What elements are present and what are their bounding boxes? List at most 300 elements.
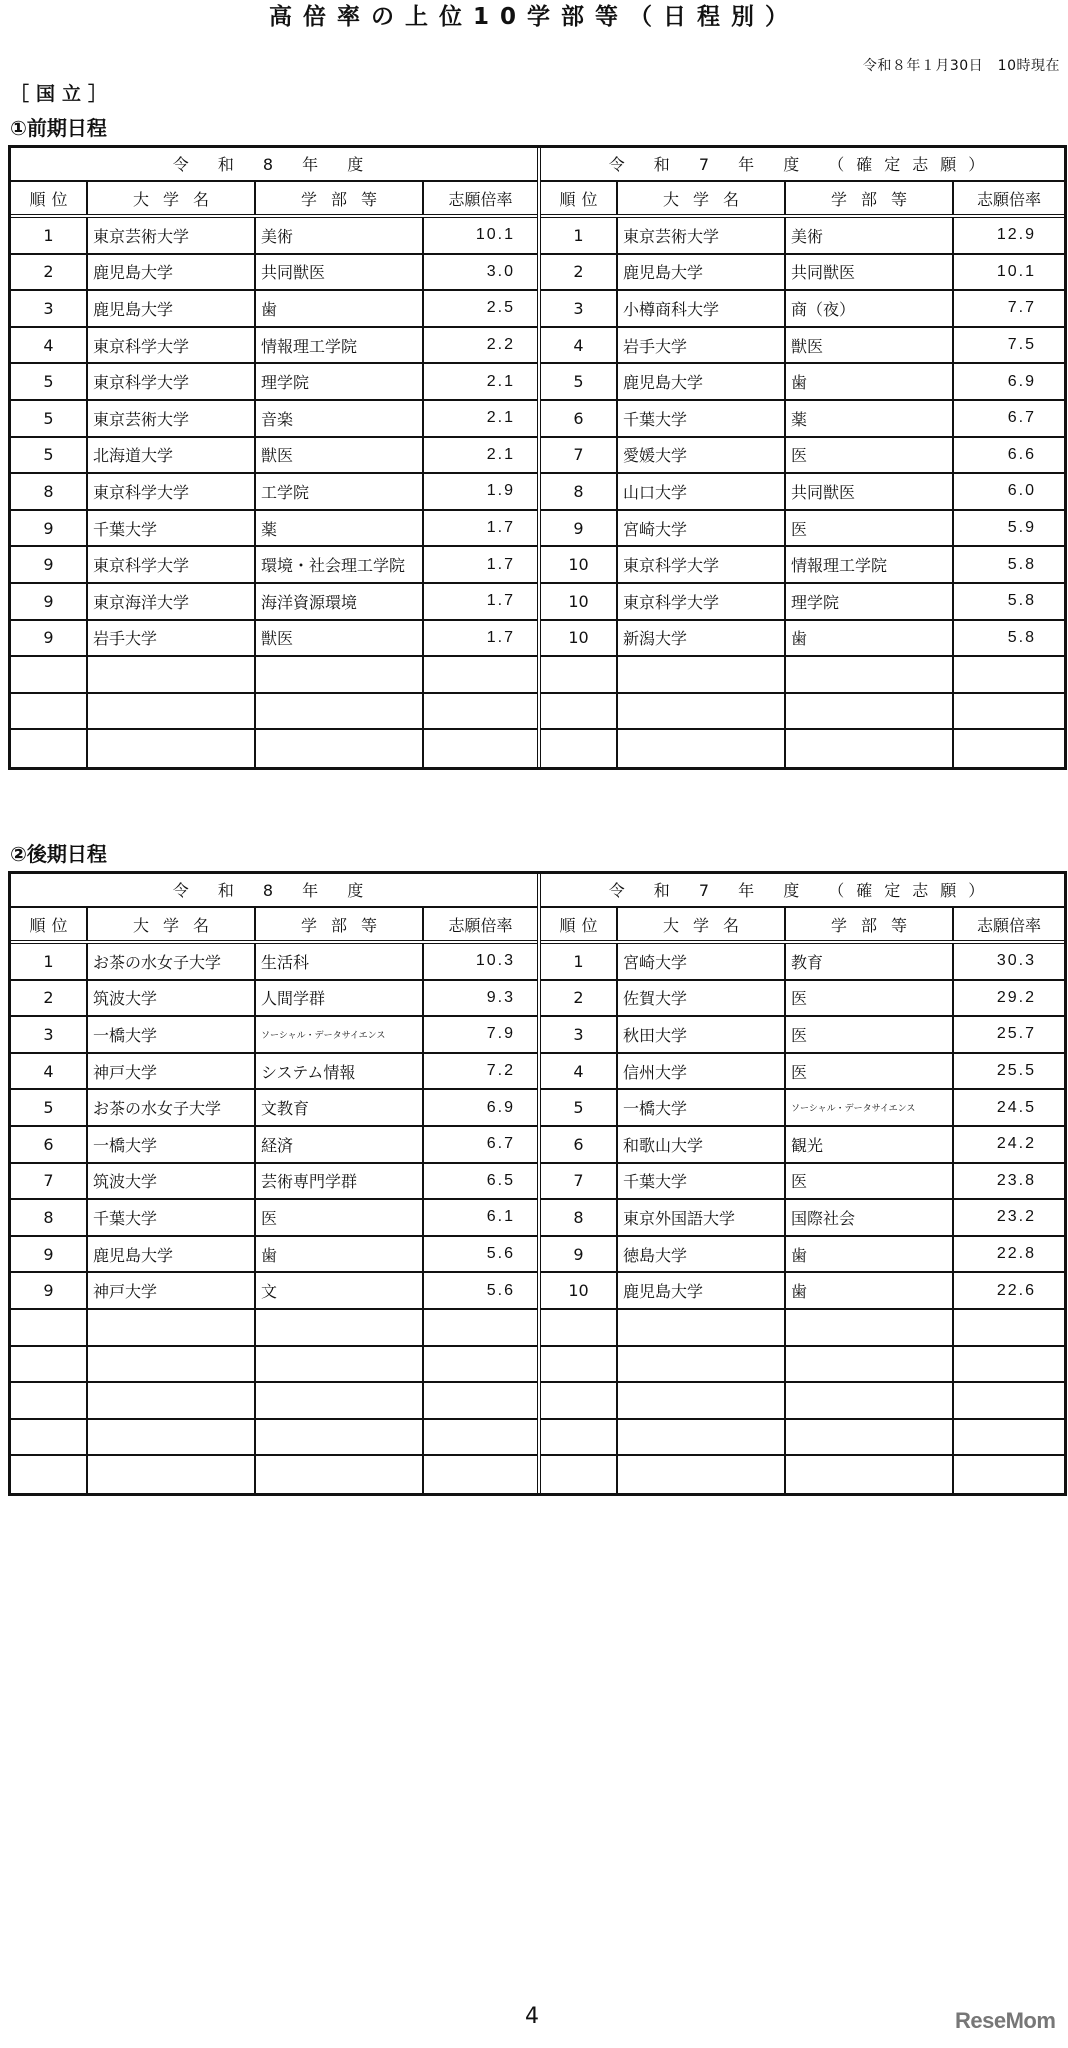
table-row — [541, 1310, 1064, 1347]
university-cell: 千葉大学 — [618, 1164, 786, 1199]
rank-cell: 5 — [541, 364, 618, 399]
col-header-faculty: 学部等 — [256, 908, 424, 940]
rank-cell — [11, 1347, 88, 1382]
faculty-cell — [256, 1456, 424, 1493]
rank-cell: 5 — [11, 438, 88, 473]
ranking-table-late — [8, 871, 1067, 1496]
table-row — [11, 981, 537, 1018]
faculty-cell — [786, 1310, 954, 1345]
rate-cell: 5.8 — [1007, 628, 1036, 646]
col-header-university: 大学名 — [618, 908, 786, 940]
rank-cell: 10 — [541, 1273, 618, 1308]
table-row — [541, 218, 1064, 255]
ranking-table-early — [8, 145, 1067, 770]
table-row — [11, 547, 537, 584]
table-row — [541, 657, 1064, 694]
faculty-cell: 商（夜） — [786, 291, 954, 326]
table-row — [541, 694, 1064, 731]
rate-cell — [954, 694, 1064, 729]
rank-cell: 10 — [541, 584, 618, 619]
faculty-cell: 情報理工学院 — [256, 328, 424, 363]
table-row — [11, 730, 537, 767]
faculty-cell: 音楽 — [256, 401, 424, 436]
rank-cell: 7 — [541, 1164, 618, 1199]
rate-cell: 23.8 — [996, 1171, 1036, 1189]
category-label: ［国立］ — [10, 83, 115, 105]
rank-cell: 8 — [11, 1200, 88, 1235]
section-title-late: ②後期日程 — [10, 842, 107, 866]
rate-cell — [954, 1456, 1064, 1493]
year-heading: 令 和 8 年 度 — [11, 148, 537, 182]
faculty-cell: 医 — [786, 1017, 954, 1052]
rank-cell: 5 — [541, 1090, 618, 1125]
table-row — [11, 657, 537, 694]
faculty-cell: 獣医 — [256, 621, 424, 656]
university-cell: 東京科学大学 — [88, 547, 256, 582]
rate-cell: 2.1 — [486, 409, 515, 427]
rate-cell: 6.9 — [486, 1098, 515, 1116]
table-row — [11, 1310, 537, 1347]
faculty-cell — [786, 1456, 954, 1493]
rate-cell: 9.3 — [486, 988, 515, 1006]
faculty-cell: 医 — [786, 511, 954, 546]
rank-cell: 1 — [11, 218, 88, 253]
rank-cell — [11, 1420, 88, 1455]
rate-cell: 25.7 — [996, 1025, 1036, 1043]
table-row — [11, 1237, 537, 1274]
rank-cell: 4 — [11, 1054, 88, 1089]
table-row — [541, 547, 1064, 584]
rank-cell: 9 — [541, 1237, 618, 1272]
rank-cell — [541, 730, 618, 767]
table-row — [541, 1347, 1064, 1384]
col-header-rate: 志願倍率 — [448, 915, 513, 935]
faculty-cell — [256, 1420, 424, 1455]
faculty-cell — [256, 730, 424, 767]
table-row — [541, 328, 1064, 365]
rank-cell: 10 — [541, 621, 618, 656]
rank-cell — [541, 694, 618, 729]
faculty-cell: 国際社会 — [786, 1200, 954, 1235]
resemom-logo — [955, 2008, 1055, 2034]
table-row — [11, 621, 537, 658]
rate-cell: 5.9 — [1007, 519, 1036, 537]
table-row — [541, 981, 1064, 1018]
table-row — [11, 218, 537, 255]
rank-cell — [11, 730, 88, 767]
table-row — [541, 255, 1064, 292]
university-cell: 一橋大学 — [88, 1127, 256, 1162]
rate-cell — [954, 1420, 1064, 1455]
university-cell: 愛媛大学 — [618, 438, 786, 473]
faculty-cell: 歯 — [786, 364, 954, 399]
table-half-previous-year — [541, 148, 1064, 767]
university-cell — [618, 1420, 786, 1455]
faculty-cell — [256, 1347, 424, 1382]
faculty-cell: 薬 — [256, 511, 424, 546]
faculty-cell: 観光 — [786, 1127, 954, 1162]
rate-cell: 6.9 — [1007, 372, 1036, 390]
faculty-cell: 共同獣医 — [786, 474, 954, 509]
table-row — [11, 584, 537, 621]
table-row — [541, 621, 1064, 658]
university-cell: 筑波大学 — [88, 981, 256, 1016]
rate-cell — [424, 1310, 537, 1345]
rate-cell: 2.1 — [486, 372, 515, 390]
table-row — [541, 944, 1064, 981]
table-row — [541, 401, 1064, 438]
rank-cell: 3 — [11, 291, 88, 326]
university-cell: 東京科学大学 — [88, 474, 256, 509]
faculty-cell: ソーシャル・データサイエンス — [786, 1090, 954, 1125]
rate-cell: 5.6 — [486, 1281, 515, 1299]
rank-cell: 5 — [11, 1090, 88, 1125]
rate-cell — [954, 1347, 1064, 1382]
rate-cell: 29.2 — [996, 988, 1036, 1006]
table-row — [11, 474, 537, 511]
university-cell — [618, 730, 786, 767]
rate-cell: 12.9 — [996, 226, 1036, 244]
rate-cell — [424, 730, 537, 767]
rank-cell: 4 — [11, 328, 88, 363]
rank-cell: 6 — [541, 1127, 618, 1162]
university-cell: 東京外国語大学 — [618, 1200, 786, 1235]
rate-cell — [954, 657, 1064, 692]
table-row — [11, 1456, 537, 1493]
rate-cell: 7.2 — [486, 1062, 515, 1080]
rate-cell: 1.7 — [486, 555, 515, 573]
faculty-cell: 教育 — [786, 944, 954, 979]
document-title: 高倍率の上位10学部等（日程別） — [268, 4, 799, 30]
rank-cell — [11, 1456, 88, 1493]
faculty-cell — [786, 694, 954, 729]
university-cell — [618, 694, 786, 729]
rate-cell: 6.7 — [486, 1135, 515, 1153]
rank-cell: 9 — [11, 547, 88, 582]
year-heading: 令 和 7 年 度 （確定志願） — [541, 874, 1064, 908]
university-cell: 千葉大学 — [88, 1200, 256, 1235]
rate-cell: 6.7 — [1007, 409, 1036, 427]
table-row — [11, 511, 537, 548]
table-row — [11, 1090, 537, 1127]
rate-cell: 30.3 — [996, 952, 1036, 970]
table-row — [541, 1383, 1064, 1420]
rate-cell — [424, 694, 537, 729]
col-header-faculty: 学部等 — [786, 908, 954, 940]
faculty-cell: 生活科 — [256, 944, 424, 979]
rate-cell — [954, 730, 1064, 767]
university-cell — [618, 1310, 786, 1345]
table-row — [11, 694, 537, 731]
rank-cell: 8 — [541, 474, 618, 509]
university-cell: 東京海洋大学 — [88, 584, 256, 619]
table-row — [541, 1164, 1064, 1201]
column-header-row — [541, 908, 1064, 944]
rank-cell: 2 — [541, 981, 618, 1016]
university-cell: 和歌山大学 — [618, 1127, 786, 1162]
table-half-current-year — [11, 874, 541, 1493]
rank-cell — [541, 1310, 618, 1345]
university-cell — [618, 1347, 786, 1382]
university-cell: 一橋大学 — [88, 1017, 256, 1052]
rate-cell: 7.7 — [1007, 299, 1036, 317]
rate-cell: 2.2 — [486, 336, 515, 354]
table-row — [11, 944, 537, 981]
faculty-cell: 理学院 — [786, 584, 954, 619]
university-cell: 東京科学大学 — [618, 584, 786, 619]
rate-cell — [424, 1347, 537, 1382]
rank-cell: 9 — [11, 621, 88, 656]
table-row — [541, 511, 1064, 548]
university-cell: 東京芸術大学 — [618, 218, 786, 253]
university-cell — [618, 1456, 786, 1493]
university-cell: 北海道大学 — [88, 438, 256, 473]
rate-cell — [424, 1420, 537, 1455]
rank-cell: 9 — [541, 511, 618, 546]
university-cell — [618, 657, 786, 692]
university-cell — [88, 1383, 256, 1418]
university-cell — [88, 1347, 256, 1382]
rank-cell: 7 — [11, 1164, 88, 1199]
rate-cell: 25.5 — [996, 1062, 1036, 1080]
rank-cell — [11, 1310, 88, 1345]
rank-cell — [11, 1383, 88, 1418]
university-cell: 徳島大学 — [618, 1237, 786, 1272]
rate-cell: 1.7 — [486, 592, 515, 610]
rank-cell: 9 — [11, 584, 88, 619]
rank-cell: 7 — [541, 438, 618, 473]
rank-cell: 8 — [11, 474, 88, 509]
faculty-cell: 獣医 — [786, 328, 954, 363]
rank-cell: 6 — [541, 401, 618, 436]
rank-cell — [541, 657, 618, 692]
faculty-cell: システム情報 — [256, 1054, 424, 1089]
faculty-cell — [786, 1347, 954, 1382]
table-row — [11, 328, 537, 365]
col-header-faculty: 学部等 — [256, 182, 424, 214]
table-row — [11, 1420, 537, 1457]
rate-cell: 5.8 — [1007, 592, 1036, 610]
rate-cell: 6.6 — [1007, 445, 1036, 463]
faculty-cell: 医 — [786, 1164, 954, 1199]
university-cell — [618, 1383, 786, 1418]
rate-cell: 10.3 — [475, 952, 515, 970]
rate-cell: 23.2 — [996, 1208, 1036, 1226]
faculty-cell — [786, 657, 954, 692]
faculty-cell — [786, 1383, 954, 1418]
university-cell: 千葉大学 — [88, 511, 256, 546]
university-cell: 山口大学 — [618, 474, 786, 509]
col-header-rate: 志願倍率 — [976, 189, 1041, 209]
university-cell: 宮崎大学 — [618, 944, 786, 979]
university-cell: 鹿児島大学 — [618, 364, 786, 399]
column-header-row — [11, 182, 537, 218]
table-row — [541, 1090, 1064, 1127]
year-heading: 令 和 7 年 度 （確定志願） — [541, 148, 1064, 182]
col-header-rank: 順位 — [541, 908, 618, 940]
university-cell: 信州大学 — [618, 1054, 786, 1089]
table-row — [11, 1164, 537, 1201]
table-row — [11, 1127, 537, 1164]
faculty-cell: 美術 — [786, 218, 954, 253]
col-header-university: 大学名 — [618, 182, 786, 214]
rank-cell — [541, 1383, 618, 1418]
university-cell: 神戸大学 — [88, 1054, 256, 1089]
university-cell: 東京科学大学 — [88, 328, 256, 363]
rate-cell: 3.0 — [486, 262, 515, 280]
faculty-cell — [256, 1383, 424, 1418]
table-row — [541, 1456, 1064, 1493]
rate-cell: 24.5 — [996, 1098, 1036, 1116]
rank-cell: 2 — [541, 255, 618, 290]
rate-cell: 1.7 — [486, 628, 515, 646]
faculty-cell: 情報理工学院 — [786, 547, 954, 582]
faculty-cell: 工学院 — [256, 474, 424, 509]
table-row — [11, 438, 537, 475]
rank-cell — [541, 1347, 618, 1382]
rate-cell — [954, 1383, 1064, 1418]
faculty-cell: 海洋資源環境 — [256, 584, 424, 619]
table-row — [11, 291, 537, 328]
university-cell: 筑波大学 — [88, 1164, 256, 1199]
faculty-cell: ソーシャル・データサイエンス — [256, 1017, 424, 1052]
faculty-cell: 共同獣医 — [256, 255, 424, 290]
rate-cell: 2.1 — [486, 445, 515, 463]
rate-cell: 5.8 — [1007, 555, 1036, 573]
university-cell: 鹿児島大学 — [88, 255, 256, 290]
rank-cell: 2 — [11, 981, 88, 1016]
university-cell: お茶の水女子大学 — [88, 944, 256, 979]
table-half-current-year — [11, 148, 541, 767]
table-half-previous-year — [541, 874, 1064, 1493]
col-header-university: 大学名 — [88, 182, 256, 214]
table-row — [541, 730, 1064, 767]
rank-cell: 5 — [11, 364, 88, 399]
table-row — [11, 1054, 537, 1091]
faculty-cell: 歯 — [256, 1237, 424, 1272]
faculty-cell — [256, 1310, 424, 1345]
university-cell: 鹿児島大学 — [88, 1237, 256, 1272]
rate-cell: 6.1 — [486, 1208, 515, 1226]
faculty-cell — [256, 694, 424, 729]
rate-cell: 10.1 — [996, 262, 1036, 280]
table-row — [11, 1200, 537, 1237]
faculty-cell: 環境・社会理工学院 — [256, 547, 424, 582]
faculty-cell: 医 — [786, 438, 954, 473]
col-header-rank: 順位 — [11, 908, 88, 940]
rank-cell: 9 — [11, 1237, 88, 1272]
rank-cell: 1 — [11, 944, 88, 979]
faculty-cell: 歯 — [786, 1273, 954, 1308]
university-cell — [88, 730, 256, 767]
faculty-cell: 医 — [786, 1054, 954, 1089]
col-header-rank: 順位 — [541, 182, 618, 214]
university-cell — [88, 1456, 256, 1493]
rate-cell: 1.9 — [486, 482, 515, 500]
table-row — [11, 364, 537, 401]
rank-cell — [541, 1420, 618, 1455]
university-cell: 一橋大学 — [618, 1090, 786, 1125]
rank-cell — [541, 1456, 618, 1493]
university-cell: 東京芸術大学 — [88, 401, 256, 436]
rate-cell: 2.5 — [486, 299, 515, 317]
rank-cell: 5 — [11, 401, 88, 436]
university-cell: 岩手大学 — [88, 621, 256, 656]
table-row — [11, 1017, 537, 1054]
university-cell: 岩手大学 — [618, 328, 786, 363]
faculty-cell: 医 — [256, 1200, 424, 1235]
rate-cell: 10.1 — [475, 226, 515, 244]
university-cell: お茶の水女子大学 — [88, 1090, 256, 1125]
university-cell: 佐賀大学 — [618, 981, 786, 1016]
col-header-rank: 順位 — [11, 182, 88, 214]
faculty-cell — [256, 657, 424, 692]
col-header-faculty: 学部等 — [786, 182, 954, 214]
university-cell: 千葉大学 — [618, 401, 786, 436]
university-cell: 東京芸術大学 — [88, 218, 256, 253]
rank-cell: 4 — [541, 328, 618, 363]
rank-cell: 3 — [541, 1017, 618, 1052]
table-row — [541, 1237, 1064, 1274]
rank-cell — [11, 694, 88, 729]
rank-cell: 1 — [541, 218, 618, 253]
university-cell: 鹿児島大学 — [618, 1273, 786, 1308]
page-number: 4 — [525, 2004, 539, 2029]
faculty-cell: 医 — [786, 981, 954, 1016]
rate-cell: 22.6 — [996, 1281, 1036, 1299]
table-row — [11, 1347, 537, 1384]
rate-cell: 6.5 — [486, 1171, 515, 1189]
rate-cell — [424, 1383, 537, 1418]
university-cell — [88, 694, 256, 729]
rate-cell: 1.7 — [486, 519, 515, 537]
rate-cell: 24.2 — [996, 1135, 1036, 1153]
table-row — [541, 438, 1064, 475]
faculty-cell: 美術 — [256, 218, 424, 253]
table-row — [541, 1054, 1064, 1091]
rate-cell: 7.9 — [486, 1025, 515, 1043]
university-cell: 小樽商科大学 — [618, 291, 786, 326]
university-cell: 宮崎大学 — [618, 511, 786, 546]
rank-cell: 6 — [11, 1127, 88, 1162]
university-cell — [88, 657, 256, 692]
rate-cell — [424, 657, 537, 692]
faculty-cell: 歯 — [786, 621, 954, 656]
rank-cell: 3 — [541, 291, 618, 326]
col-header-rate: 志願倍率 — [976, 915, 1041, 935]
table-row — [541, 1127, 1064, 1164]
table-row — [541, 1200, 1064, 1237]
logo-text: ReseMom — [955, 2008, 1056, 2033]
rate-cell: 7.5 — [1007, 336, 1036, 354]
university-cell — [88, 1310, 256, 1345]
col-header-rate: 志願倍率 — [448, 189, 513, 209]
university-cell: 東京科学大学 — [618, 547, 786, 582]
rank-cell: 2 — [11, 255, 88, 290]
rank-cell: 9 — [11, 511, 88, 546]
faculty-cell: 経済 — [256, 1127, 424, 1162]
as-of-timestamp: 令和８年１月30日 10時現在 — [862, 58, 1060, 74]
faculty-cell: 歯 — [256, 291, 424, 326]
rate-cell — [954, 1310, 1064, 1345]
faculty-cell: 文教育 — [256, 1090, 424, 1125]
table-row — [541, 584, 1064, 621]
faculty-cell: 芸術専門学群 — [256, 1164, 424, 1199]
university-cell: 鹿児島大学 — [618, 255, 786, 290]
rank-cell: 10 — [541, 547, 618, 582]
university-cell: 神戸大学 — [88, 1273, 256, 1308]
table-row — [541, 291, 1064, 328]
